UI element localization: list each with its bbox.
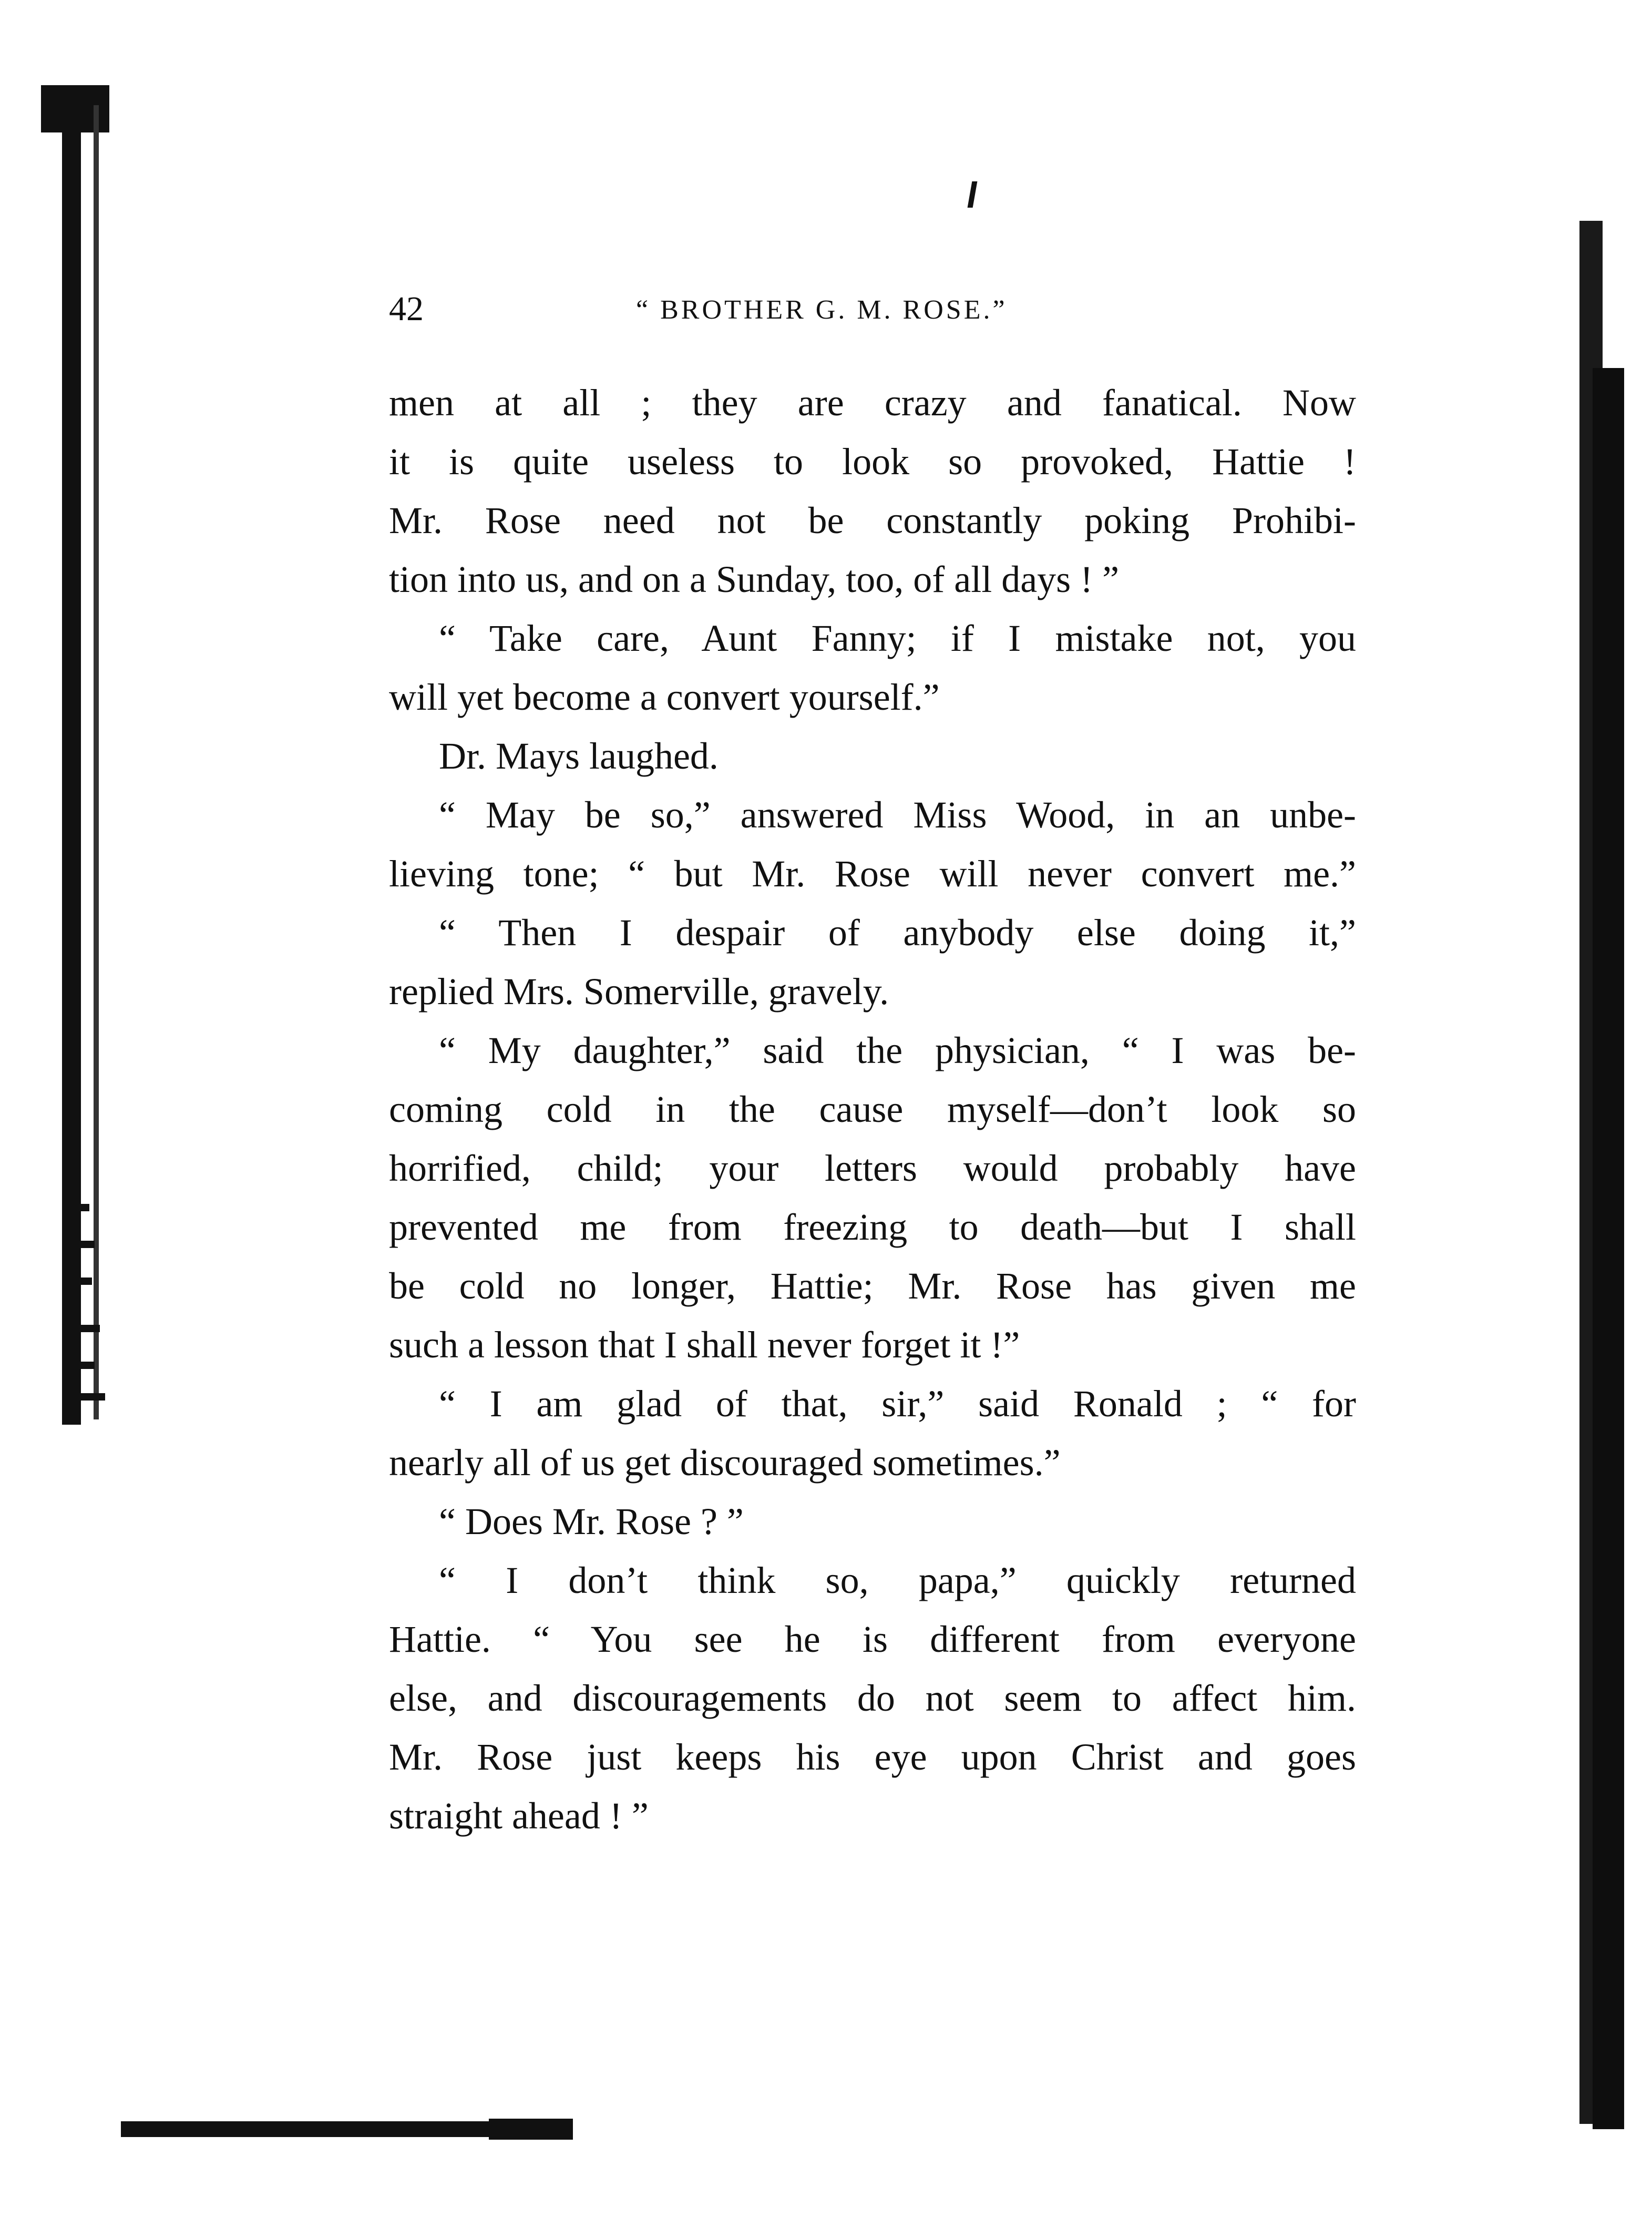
text-line: Dr. Mays laughed.	[439, 735, 719, 777]
text-line: “ I don’t think so, papa,” quickly returned	[439, 1559, 1356, 1601]
scan-artifact-left-dash	[63, 1241, 95, 1248]
page-number: 42	[389, 290, 424, 328]
text-line: lieving tone; “ but Mr. Rose will never convert me.”	[389, 853, 1356, 895]
text-line: Hattie. “ You see he is different from everyone	[389, 1618, 1356, 1660]
text-line: “ My daughter,” said the physician, “ I was be-	[439, 1029, 1356, 1071]
text-line: tion into us, and on a Sunday, too, of all days ! ”	[389, 558, 1120, 600]
scan-artifact-left-dash	[63, 1204, 89, 1211]
text-line: will yet become a convert yourself.”	[389, 676, 940, 718]
text-line: such a lesson that I shall never forget it !”	[389, 1324, 1020, 1366]
scan-artifact-left-dash	[63, 1362, 95, 1369]
running-title: “ BROTHER G. M. ROSE.”	[636, 295, 1008, 325]
running-head	[389, 284, 1356, 336]
scan-artifact-bottom-block	[489, 2119, 573, 2140]
scan-artifact-right-bar	[1593, 368, 1624, 2129]
page-text	[389, 373, 1356, 1845]
scan-artifact-left-line	[94, 105, 99, 1419]
text-line: replied Mrs. Somerville, gravely.	[389, 970, 889, 1013]
text-line: “ Then I despair of anybody else doing it,”	[439, 912, 1356, 954]
text-line: “ I am glad of that, sir,” said Ronald ; “ for	[439, 1383, 1356, 1425]
scan-artifact-left-dash	[63, 1325, 100, 1332]
text-line: “ Take care, Aunt Fanny; if I mistake not, you	[439, 617, 1356, 659]
text-line: horrified, child; your letters would probably have	[389, 1147, 1356, 1189]
text-line: else, and discouragements do not seem to affect him.	[389, 1677, 1356, 1719]
text-line: men at all ; they are crazy and fanatical. Now	[389, 382, 1356, 424]
text-line: “ Does Mr. Rose ? ”	[439, 1500, 744, 1542]
scan-artifact-top-mark	[968, 181, 978, 208]
text-line: prevented me from freezing to death—but I shall	[389, 1206, 1356, 1248]
scan-artifact-left-dash	[63, 1393, 105, 1401]
text-line: Mr. Rose need not be constantly poking Prohibi-	[389, 499, 1356, 541]
scan-artifact-bottom-bar	[121, 2121, 489, 2137]
text-line: be cold no longer, Hattie; Mr. Rose has given me	[389, 1265, 1356, 1307]
text-line: it is quite useless to look so provoked, Hattie !	[389, 441, 1356, 483]
text-line: straight ahead ! ”	[389, 1795, 649, 1837]
scan-artifact-left-bar	[62, 110, 81, 1425]
text-line: Mr. Rose just keeps his eye upon Christ and goes	[389, 1736, 1356, 1778]
text-line: nearly all of us get discouraged sometimes.”	[389, 1442, 1061, 1484]
scan-artifact-left-dash	[63, 1277, 92, 1285]
text-line: coming cold in the cause myself—don’t look so	[389, 1088, 1356, 1130]
text-line: “ May be so,” answered Miss Wood, in an unbe-	[439, 794, 1356, 836]
